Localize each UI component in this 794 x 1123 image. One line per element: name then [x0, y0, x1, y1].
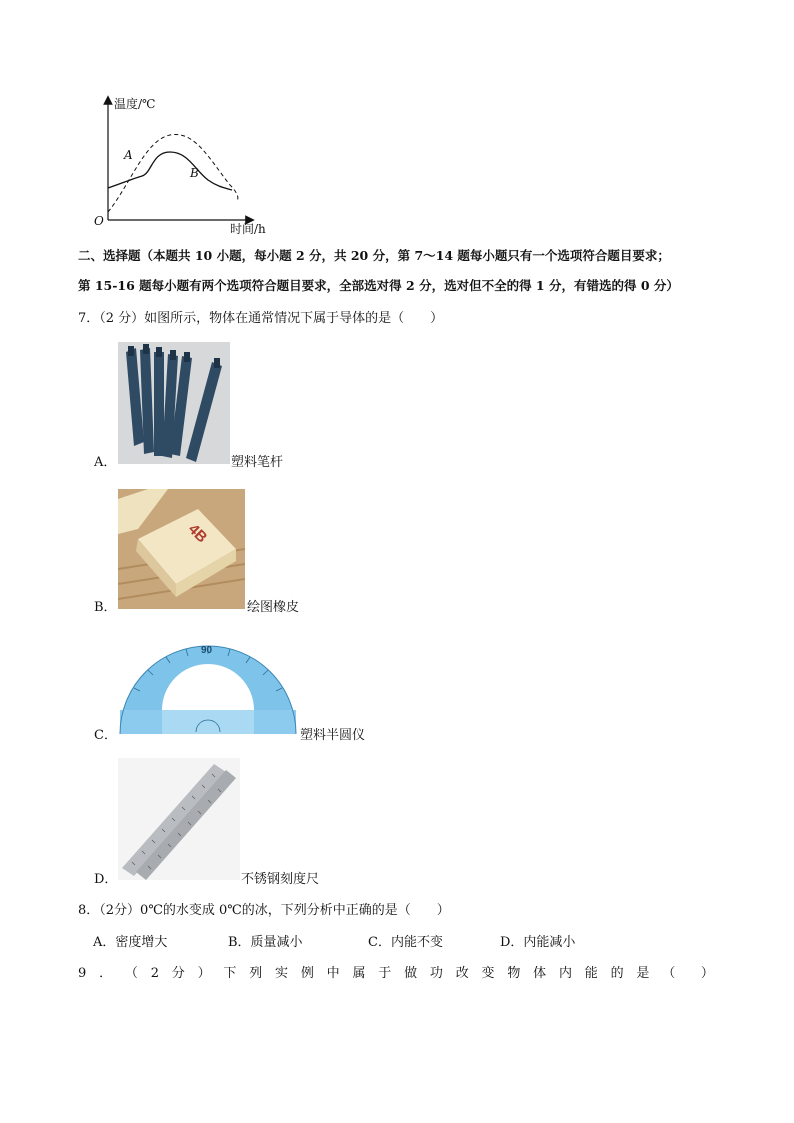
q9-char: 能: [584, 966, 598, 981]
steel-ruler-photo: [118, 758, 240, 880]
q7-option-b-letter: B．: [94, 600, 117, 615]
q8-stem: 8．（2分）0℃的水变成 0℃的冰，下列分析中正确的是（ ）: [78, 903, 450, 918]
q9-char: 下: [223, 966, 237, 981]
protractor-mark: 90: [201, 645, 213, 656]
q9-char: 实: [275, 966, 289, 981]
q9-stem: [78, 965, 714, 983]
q7-option-c-letter: C．: [94, 728, 117, 743]
q9-char: ）: [197, 966, 211, 981]
q8-option-c: C．内能不变: [368, 935, 443, 950]
curve-a-dashed: [108, 134, 238, 212]
q9-char: 体: [533, 966, 547, 981]
x-axis-label: 时间/h: [230, 222, 266, 236]
q7-stem: 7．（2 分）如图所示，物体在通常情况下属于导体的是（ ）: [78, 311, 444, 326]
q9-char: 物: [507, 966, 521, 981]
q9-char: 列: [249, 966, 263, 981]
q8-option-d: D．内能减小: [500, 935, 576, 950]
q9-char: ．: [99, 966, 113, 981]
q9-char: 2: [150, 966, 159, 981]
q7-option-a-caption: 塑料笔杆: [231, 455, 284, 470]
q9-char: 改: [455, 966, 469, 981]
section-heading-line-1: 二、选择题（本题共 10 小题，每小题 2 分，共 20 分，第 7～14 题每小题只有一个选项符合题目要求；: [78, 248, 670, 263]
q9-char: 的: [610, 966, 624, 981]
eraser-brand: 4B: [184, 520, 211, 547]
q9-char: 是: [636, 966, 650, 981]
q9-char: 于: [378, 966, 392, 981]
q7-option-d-letter: D．: [94, 872, 118, 887]
q7-option-c-caption: 塑料半圆仪: [300, 728, 366, 743]
section-heading-line-2: 第 15-16 题每小题有两个选项符合题目要求，全部选对得 2 分，选对但不全的得 1 分，有错选的得 0 分）: [78, 278, 679, 293]
q9-char: 例: [300, 966, 314, 981]
q9-char: 中: [326, 966, 340, 981]
eraser-photo: [118, 489, 245, 609]
q9-char: 分: [171, 966, 185, 981]
curve-a-label: A: [124, 148, 133, 162]
curve-b-label: B: [190, 166, 199, 180]
q9-char: （: [124, 966, 138, 981]
q9-char: 内: [558, 966, 572, 981]
q9-char: 做: [404, 966, 418, 981]
pens-photo: [118, 342, 230, 464]
q8-option-a: A．密度增大: [93, 935, 168, 950]
q9-char: 功: [429, 966, 443, 981]
q9-char: ）: [700, 966, 714, 981]
temperature-graph: [90, 90, 270, 240]
q9-char: 变: [481, 966, 495, 981]
q8-option-b: B．质量减小: [228, 935, 303, 950]
y-axis-label: 温度/℃: [114, 97, 156, 111]
q9-char: （: [662, 966, 676, 981]
protractor-photo: [118, 640, 298, 736]
q7-option-b-caption: 绘图橡皮: [247, 600, 300, 615]
q7-option-d-caption: 不锈钢刻度尺: [241, 872, 320, 887]
q9-char: 属: [352, 966, 366, 981]
graph-svg: [90, 90, 270, 240]
q7-option-a-letter: A．: [94, 455, 117, 470]
q9-char: 9: [78, 966, 87, 981]
origin-label: O: [94, 214, 104, 228]
